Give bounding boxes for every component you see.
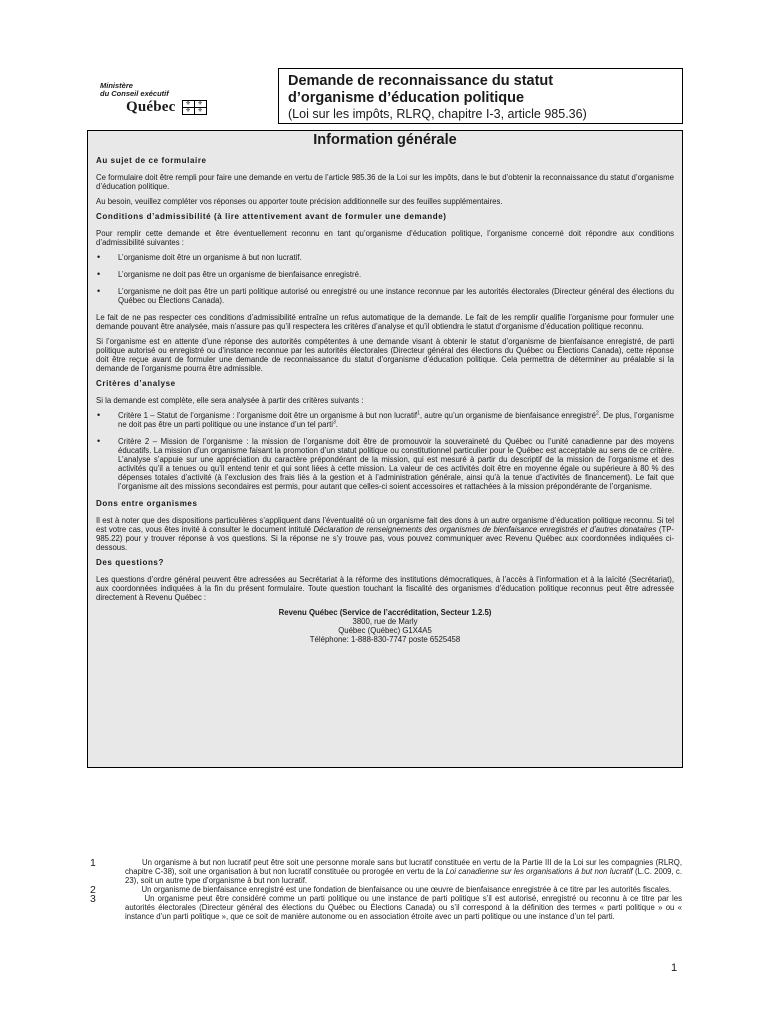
footnote-3: 3 Un organisme peut être considéré comme un parti politique ou une instance de parti politique s’il est autorisé, enregistré ou reconnu à ce titre par les autorités électorales (Directeur général des élections du Québec ou Élections Canada) ou s’il correspond à la définition des termes « parti politique » ou « instance d’un parti politique », que ce soit de manière autonome ou en association étroite avec un parti politique ou une instance d’un tel parti.	[90, 893, 683, 921]
contact-street: 3800, rue de Marly	[352, 617, 418, 626]
form-title-line2: d’organisme d’éducation politique	[288, 90, 525, 106]
section-heading-donations: Dons entre organismes	[96, 499, 198, 508]
eligibility-list	[96, 253, 674, 305]
section-heading-eligibility: Conditions d’admissibilité (à lire attentivement avant de formuler une demande)	[96, 212, 447, 221]
section-heading-criteria: Critères d’analyse	[96, 379, 176, 388]
eligibility-paragraph-3: Si l’organisme est en attente d’une réponse des autorités compétentes à une demande visant à obtenir le statut d’organisme de bienfaisance enregistré, de parti politique autorisé ou enregistré ou d’instance reconnue par les autorités électorales (Directeur général des élections du Québec ou Élections Canada), cette réponse doit être reçue avant de formuler une demande de reconnaissance du statut d’organisme d’éducation politique. Cela permettra de déterminer au préalable si la demande de l’organisme pourra être admissible.	[96, 337, 674, 373]
document-title: Déclaration de renseignements des organismes de bienfaisance enregistrés et d’autres donataires	[313, 525, 657, 534]
section-heading-about-form: Au sujet de ce formulaire	[96, 156, 207, 165]
contact-name: Revenu Québec (Service de l’accréditation, Secteur 1.2.5)	[278, 608, 492, 617]
footnotes	[90, 858, 682, 921]
donations-paragraph: Il est à noter que des dispositions particulières s’appliquent dans l’éventualité où un organisme fait des dons à un autre organisme d’éducation politique reconnu. Si tel est votre cas, vous êtes invité à consulter le document intitulé Déclaration de renseignements des organismes de bienfaisance enregistrés et d’autres donataires (TP-985.22) pour y trouver réponse à vos questions. Si la réponse ne s’y trouve pas, vous pouvez communiquer avec Revenu Québec aux coordonnées indiquées ci-dessous.	[96, 516, 675, 552]
about-form-paragraph-1: Ce formulaire doit être rempli pour faire une demande en vertu de l’article 985.36 de la Loi sur les impôts, dans le but d’obtenir la reconnaissance du statut d’organisme d’éducation politique.	[96, 173, 674, 191]
about-form-paragraph-2: Au besoin, veuillez compléter vos réponses ou apporter toute précision additionnelle sur des feuilles supplémentaires.	[96, 197, 503, 206]
ministry-name-line2: du Conseil exécutif	[100, 89, 169, 98]
footnote-ref-3: 3	[333, 419, 336, 426]
contact-phone: Téléphone: 1-888-830-7747 poste 6525458	[309, 635, 461, 644]
contact-address	[96, 608, 674, 644]
footnote-number: 2	[90, 884, 96, 896]
ministry-name-line1: Ministère	[100, 81, 133, 90]
eligibility-intro: Pour remplir cette demande et être éventuellement reconnu en tant qu’organisme d’éducation politique, l’organisme concerné doit répondre aux conditions d’admissibilité suivantes :	[96, 229, 674, 247]
footnote-number: 1	[90, 857, 96, 869]
form-title-line1: Demande de reconnaissance du statut	[288, 73, 554, 89]
quebec-logo	[100, 82, 260, 116]
general-information-panel	[87, 130, 683, 768]
page-number: 1	[671, 962, 678, 974]
panel-title: Information générale	[313, 132, 457, 148]
questions-paragraph: Les questions d’ordre général peuvent être adressées au Secrétariat à la réforme des institutions démocratiques, à l’accès à l’information et à la laïcité (Secrétariat), aux coordonnées indiquées à la fin du présent formulaire. Toute question touchant la fiscalité des organismes d’éducation politique reconnus peut être adressée directement à Revenu Québec :	[96, 575, 674, 602]
footnote-1: 1 Un organisme à but non lucratif peut être soit une personne morale sans but lucratif constituée en vertu de la Partie III de la Loi sur les compagnies (RLRQ, chapitre C-38), soit une organisation à but non lucratif constituée ou prorogée en vertu de la Loi canadienne sur les organisations à but non lucratif (L.C. 2009, c. 23), soit un autre type d’organisme à but non lucratif.	[90, 857, 683, 885]
criteria-intro: Si la demande est complète, elle sera analysée à partir des critères suivants :	[96, 396, 364, 405]
footnote-2: 2 Un organisme de bienfaisance enregistré est une fondation de bienfaisance ou une œuvre de bienfaisance enregistrée à ce titre par les autorités fiscales.	[90, 884, 672, 896]
footnote-number: 3	[90, 893, 96, 905]
footnote-ref-2: 2	[595, 410, 599, 417]
quebec-wordmark: Québec	[126, 99, 176, 115]
fleurdelise-flag-icon: ⚜ ⚜ ⚜ ⚜	[182, 100, 207, 115]
contact-city: Québec (Québec) G1X4A5	[338, 626, 432, 635]
form-title-box	[278, 68, 683, 124]
eligibility-item-2: • L’organisme ne doit pas être un organisme de bienfaisance enregistré.	[96, 270, 674, 279]
eligibility-item-3: • L’organisme ne doit pas être un parti politique autorisé ou enregistré ou une instance reconnue par les autorités électorales (Directeur général des élections du Québec ou Élections Canada).	[96, 287, 674, 305]
criteria-item-2: • Critère 2 – Mission de l’organisme : la mission de l’organisme doit être de promouvoir la souveraineté du Québec ou l’unité canadienne par des moyens éducatifs. La mission d’un organisme faisant la promotion d’un statut politique ou constitutionnel particulier pour le Québec est acceptable au sens de ce critère. L’analyse s’appuie sur une appréciation du caractère prépondérant de la mission, qui est mesuré à partir du descriptif de la mission de l’organisme et des activités qu’il a tenues ou qu’il entend tenir et qui sont liées à cette mission. La valeur de ces activités doit être en moyenne égale ou supérieure à 80 % des dépenses totales d’activité (à l’exclusion des frais liés à la gestion et à l’administration générale, ainsi qu’à la tenue d’activités de financement). Le fait que l’organisme ait des missions secondaires est permis, pour autant que celles-ci soient accessoires et rattachées à la mission prépondérante de l’organisme.	[96, 437, 674, 491]
criteria-list	[96, 411, 674, 491]
footnote-ref-1: 1	[417, 410, 420, 417]
section-heading-questions: Des questions?	[96, 558, 164, 567]
eligibility-paragraph-2: Le fait de ne pas respecter ces conditions d’admissibilité entraîne un refus automatique de la demande. Le fait de les remplir qualifie l’organisme pour formuler une demande pouvant être analysée, mais n’assure pas qu’il respectera les critères d’analyse et qu’il obtiendra le statut d’organisme d’éducation politique reconnu.	[96, 313, 674, 331]
criteria-item-1: • Critère 1 – Statut de l’organisme : l’organisme doit être un organisme à but non lucratif$^1$, autre qu’un organisme de bienfaisance enregistré$^2$. De plus, l’organisme ne doit pas être un parti politique ou une instance d’un tel parti$^3$.	[96, 411, 674, 429]
eligibility-item-1: • L’organisme doit être un organisme à but non lucratif.	[96, 253, 674, 262]
form-subtitle: (Loi sur les impôts, RLRQ, chapitre I-3, article 985.36)	[288, 107, 587, 121]
